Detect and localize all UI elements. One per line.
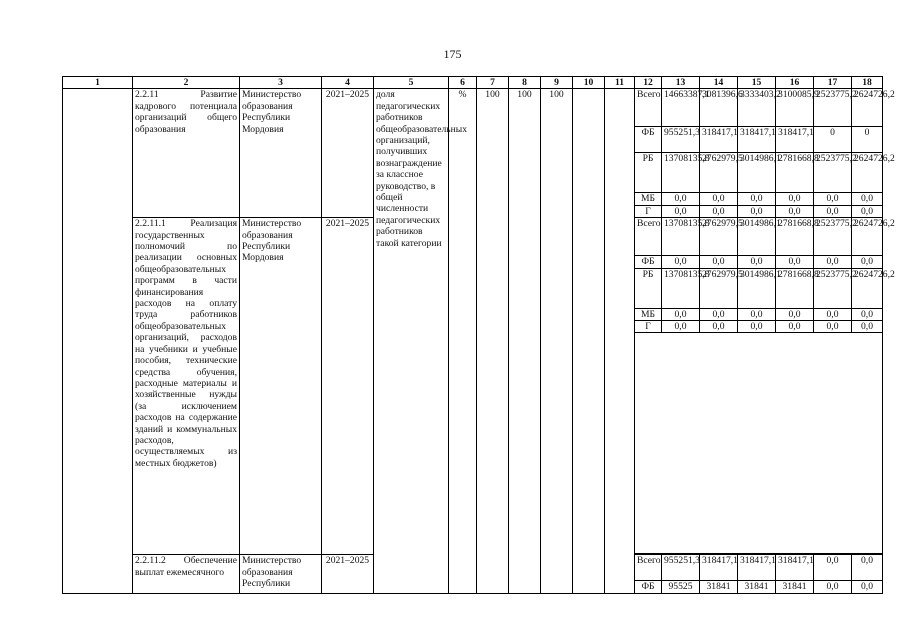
value-cell: 13708135,8 xyxy=(662,218,700,256)
block1-org: Министерство образования Республики Мордовия xyxy=(240,89,322,218)
value-cell: 0,0 xyxy=(852,308,883,320)
value-cell: 0,0 xyxy=(814,205,852,217)
value-cell: 0 xyxy=(814,127,852,153)
header-cell: 8 xyxy=(509,77,541,89)
value-cell: 2781668,8 xyxy=(776,153,814,193)
value-cell: 3100085,9 xyxy=(776,89,814,127)
value-cell: 0,0 xyxy=(662,205,700,217)
value-cell: 2624726,2 xyxy=(852,268,883,308)
value-cell: 0,0 xyxy=(852,205,883,217)
value-cell: 0,0 xyxy=(700,256,738,268)
value-cell: 0,0 xyxy=(814,193,852,205)
block2-blank xyxy=(635,333,883,554)
value-cell: 318417,1 xyxy=(776,555,814,581)
header-cell: 12 xyxy=(635,77,662,89)
value-cell: 0,0 xyxy=(852,256,883,268)
indicator-v7: 100 xyxy=(477,89,509,593)
value-cell: 955251,3 xyxy=(662,555,700,581)
value-cell: 0,0 xyxy=(814,581,852,593)
value-cell: 0,0 xyxy=(776,256,814,268)
value-cell: 0,0 xyxy=(852,321,883,333)
block2-org: Министерство образования Республики Мордовия xyxy=(240,218,322,555)
header-cell: 2 xyxy=(133,77,240,89)
value-cell: 3081396,6 xyxy=(700,89,738,127)
value-cell: 0,0 xyxy=(738,321,776,333)
value-cell: 318417,1 xyxy=(776,127,814,153)
block3-name: 2.2.11.2 Обеспечение выплат ежемесячного xyxy=(133,555,240,593)
value-cell: 0,0 xyxy=(662,321,700,333)
header-cell: 14 xyxy=(700,77,738,89)
source-cell: Всего xyxy=(635,89,662,127)
value-cell: 318417,1 xyxy=(700,555,738,581)
value-cell: 0,0 xyxy=(700,205,738,217)
header-cell: 1 xyxy=(63,77,133,89)
header-cell: 7 xyxy=(477,77,509,89)
budget-table xyxy=(62,76,895,594)
source-cell: МБ xyxy=(635,308,662,320)
block2-period: 2021–2025 xyxy=(322,218,374,555)
value-cell: 0,0 xyxy=(814,321,852,333)
value-cell: 2523775,2 xyxy=(814,89,852,127)
header-cell: 17 xyxy=(814,77,852,89)
source-cell: ФБ xyxy=(635,127,662,153)
source-cell: РБ xyxy=(635,153,662,193)
value-cell: 2762979,5 xyxy=(700,268,738,308)
block2-name: 2.2.11.1 Реализация государственных полномочий по реализации основных общеобразовательных программ в части финансирования расходов на оплату труда работников общеобразовательных организаций, расходов на учебники и учебные пособия, технические средства обучения, расходные материалы и хозяйственные нужды (за исключением расходов на содержание зданий и коммунальных расходов, осуществляемых из местных бюджетов) xyxy=(133,218,240,555)
block1-period: 2021–2025 xyxy=(322,89,374,218)
value-cell: 2624726,2 xyxy=(852,89,883,127)
value-cell: 2781668,8 xyxy=(776,218,814,256)
col11-empty xyxy=(605,89,635,593)
value-cell: 0,0 xyxy=(700,321,738,333)
source-cell: Всего xyxy=(635,555,662,581)
value-cell: 0,0 xyxy=(814,308,852,320)
value-cell: 14663387,1 xyxy=(662,89,700,127)
header-cell: 3 xyxy=(240,77,322,89)
value-cell: 0,0 xyxy=(776,321,814,333)
header-cell: 4 xyxy=(322,77,374,89)
indicator-v9: 100 xyxy=(541,89,573,593)
header-cell: 9 xyxy=(541,77,573,89)
table-row xyxy=(63,89,883,127)
header-cell: 6 xyxy=(449,77,477,89)
value-cell: 2523775,2 xyxy=(814,153,852,193)
value-cell: 95525 xyxy=(662,581,700,593)
value-cell: 0,0 xyxy=(852,193,883,205)
value-cell: 13708135,8 xyxy=(662,268,700,308)
page-number: 175 xyxy=(443,47,462,61)
value-cell: 0,0 xyxy=(852,555,883,581)
value-cell: 3014986,1 xyxy=(738,153,776,193)
block1-name: 2.2.11 Развитие кадрового потенциала организаций общего образования xyxy=(133,89,240,218)
header-cell: 16 xyxy=(776,77,814,89)
indicator-unit: % xyxy=(449,89,477,593)
value-cell: 0,0 xyxy=(776,308,814,320)
header-cell: 10 xyxy=(573,77,605,89)
source-cell: ФБ xyxy=(635,581,662,593)
source-cell: Всего xyxy=(635,218,662,256)
value-cell: 2624726,2 xyxy=(852,218,883,256)
value-cell: 0 xyxy=(852,127,883,153)
value-cell: 0,0 xyxy=(776,193,814,205)
source-cell: Г xyxy=(635,321,662,333)
value-cell: 3014986,1 xyxy=(738,268,776,308)
header-cell: 11 xyxy=(605,77,635,89)
value-cell: 13708135,8 xyxy=(662,153,700,193)
header-cell: 18 xyxy=(852,77,883,89)
value-cell: 2762979,5 xyxy=(700,153,738,193)
value-cell: 2624726,2 xyxy=(852,153,883,193)
value-cell: 0,0 xyxy=(738,205,776,217)
source-cell: РБ xyxy=(635,268,662,308)
header-cell: 13 xyxy=(662,77,700,89)
col10-empty xyxy=(573,89,605,593)
value-cell: 0,0 xyxy=(700,308,738,320)
header-cell: 15 xyxy=(738,77,776,89)
value-cell: 2762979,5 xyxy=(700,218,738,256)
value-cell: 0,0 xyxy=(738,193,776,205)
source-cell: ФБ xyxy=(635,256,662,268)
value-cell: 31841 xyxy=(738,581,776,593)
value-cell: 318417,1 xyxy=(700,127,738,153)
value-cell: 0,0 xyxy=(662,193,700,205)
value-cell: 0,0 xyxy=(776,205,814,217)
value-cell: 0,0 xyxy=(738,308,776,320)
block3-org: Министерство образования Республики xyxy=(240,555,322,593)
value-cell: 2523775,2 xyxy=(814,218,852,256)
value-cell: 318417,1 xyxy=(738,555,776,581)
header-row xyxy=(63,77,883,89)
block3-period: 2021–2025 xyxy=(322,555,374,593)
value-cell: 318417,1 xyxy=(738,127,776,153)
value-cell: 0,0 xyxy=(852,581,883,593)
value-cell: 3333403,2 xyxy=(738,89,776,127)
value-cell: 2781668,8 xyxy=(776,268,814,308)
value-cell: 0,0 xyxy=(700,193,738,205)
value-cell: 0,0 xyxy=(814,555,852,581)
col1-empty xyxy=(63,89,133,593)
source-cell: МБ xyxy=(635,193,662,205)
value-cell: 0,0 xyxy=(662,256,700,268)
value-cell: 31841 xyxy=(700,581,738,593)
source-cell: Г xyxy=(635,205,662,217)
value-cell: 2523775,2 xyxy=(814,268,852,308)
indicator-v8: 100 xyxy=(509,89,541,593)
value-cell: 0,0 xyxy=(814,256,852,268)
value-cell: 0,0 xyxy=(662,308,700,320)
indicator-text: доля педагогических работников общеобразовательных организаций, получивших вознаграждение за классное руководство, в общей численности педагогических работников такой категории xyxy=(374,89,449,593)
value-cell: 31841 xyxy=(776,581,814,593)
value-cell: 955251,3 xyxy=(662,127,700,153)
header-cell: 5 xyxy=(374,77,449,89)
value-cell: 0,0 xyxy=(738,256,776,268)
value-cell: 3014986,1 xyxy=(738,218,776,256)
